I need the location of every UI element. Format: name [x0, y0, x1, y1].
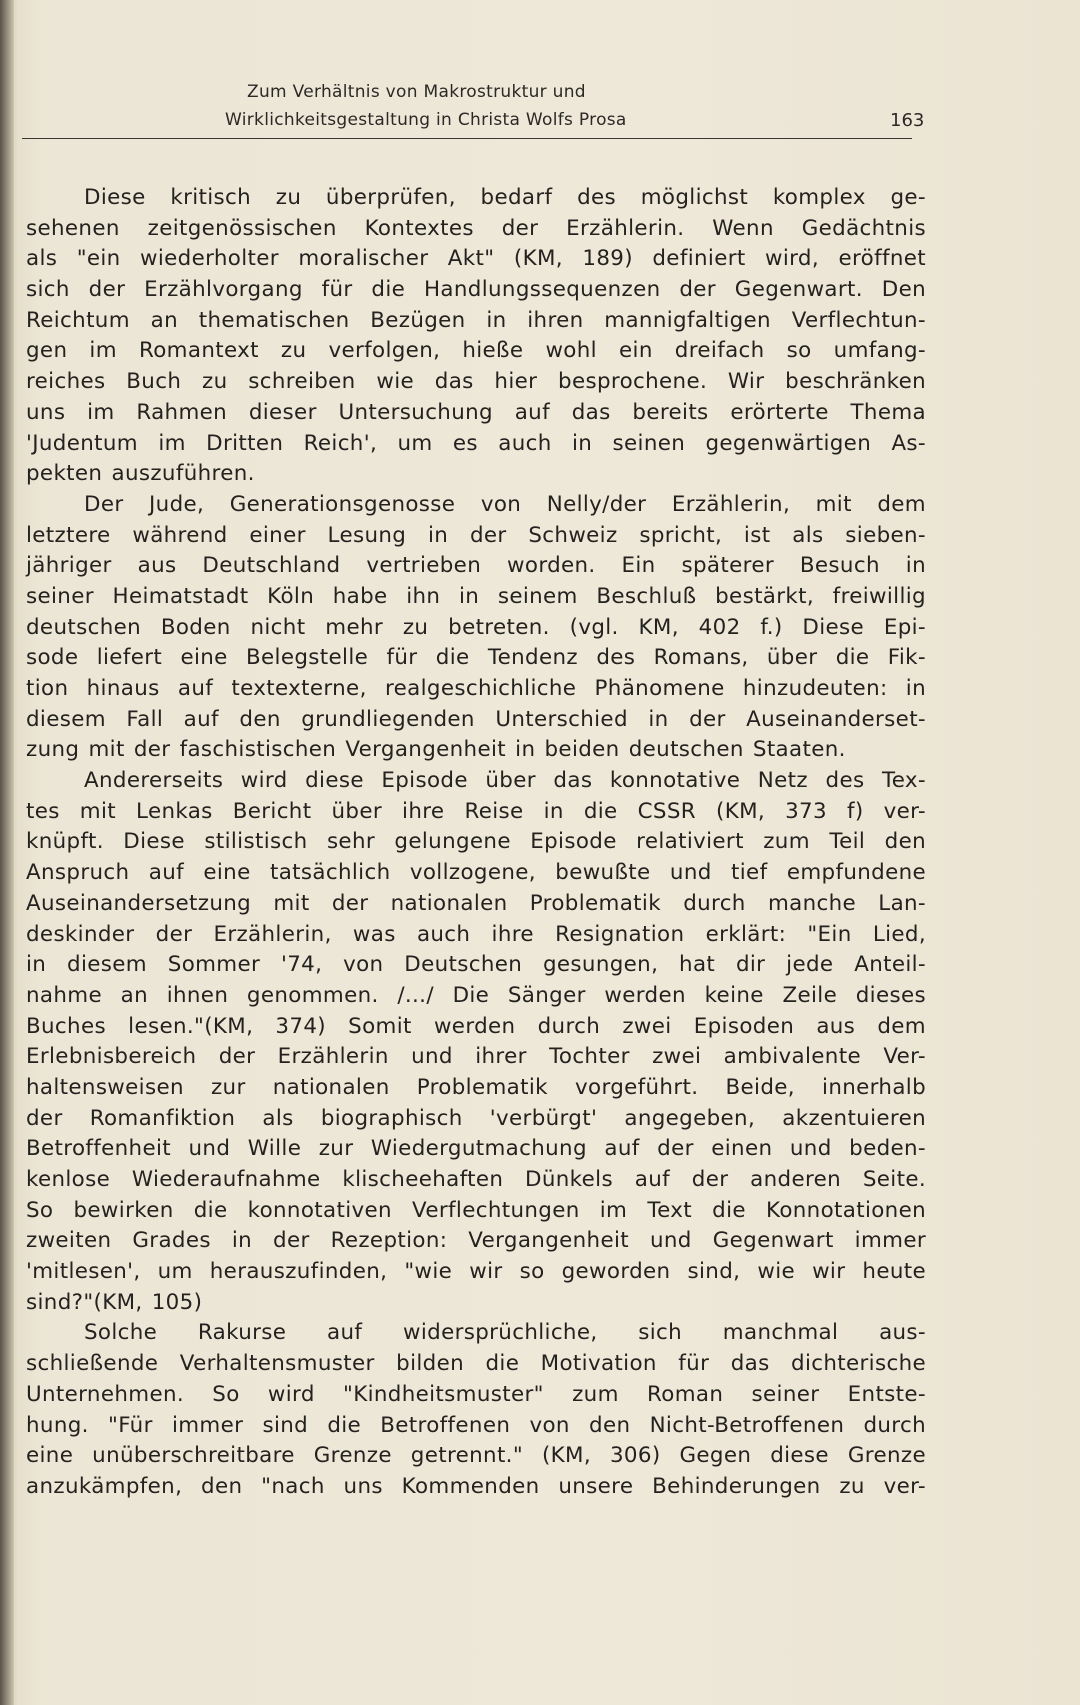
running-header-line-1: Zum Verhältnis von Makrostruktur und [247, 82, 586, 102]
text-line: Solche Rakurse auf widersprüchliche, sich manchmal aus- [84, 1320, 926, 1346]
text-line: reiches Buch zu schreiben wie das hier besprochene. Wir beschränken [26, 369, 926, 395]
text-line: letztere während einer Lesung in der Schweiz spricht, ist als sieben- [26, 522, 926, 548]
body-text [26, 183, 926, 1503]
text-line: diesem Fall auf den grundliegenden Unterschied in der Auseinanderset- [26, 706, 926, 732]
text-line: schließende Verhaltensmuster bilden die Motivation für das dichterische [26, 1351, 926, 1377]
text-line: Andererseits wird diese Episode über das konnotative Netz des Tex- [84, 768, 926, 794]
text-line: pekten auszuführen. [26, 461, 255, 487]
text-line: haltensweisen zur nationalen Problematik vorgeführt. Beide, innerhalb [26, 1074, 926, 1100]
text-line: jähriger aus Deutschland vertrieben worden. Ein späterer Besuch in [26, 553, 926, 579]
text-line: uns im Rahmen dieser Untersuchung auf das bereits erörterte Thema [26, 399, 926, 425]
running-header [225, 82, 925, 138]
text-line: in diesem Sommer '74, von Deutschen gesungen, hat dir jede Anteil- [26, 952, 926, 978]
book-gutter-shadow [0, 0, 14, 1705]
text-line: knüpft. Diese stilistisch sehr gelungene Episode relativiert zum Teil den [26, 829, 926, 855]
text-line: nahme an ihnen genommen. /.../ Die Sänger werden keine Zeile dieses [26, 982, 926, 1008]
text-line: So bewirken die konnotativen Verflechtungen im Text die Konnotationen [26, 1197, 926, 1223]
text-line: tes mit Lenkas Bericht über ihre Reise in die CSSR (KM, 373 f) ver- [26, 798, 926, 824]
text-line: tion hinaus auf textexterne, realgeschichliche Phänomene hinzudeuten: in [26, 676, 926, 701]
text-line: anzukämpfen, den "nach uns Kommenden unsere Behinderungen zu ver- [26, 1473, 926, 1499]
text-line: seiner Heimatstadt Köln habe ihn in seinem Beschluß bestärkt, freiwillig [26, 583, 926, 609]
text-line: sind?"(KM, 105) [26, 1289, 203, 1315]
text-line: als "ein wiederholter moralischer Akt" (KM, 189) definiert wird, eröffnet [26, 246, 926, 272]
text-line: zweiten Grades in der Rezeption: Vergangenheit und Gegenwart immer [26, 1228, 926, 1254]
text-line: gen im Romantext zu verfolgen, hieße wohl ein dreifach so umfang- [26, 338, 926, 364]
text-line: Unternehmen. So wird "Kindheitsmuster" zum Roman seiner Entste- [26, 1381, 926, 1407]
text-line: 'mitlesen', um herauszufinden, "wie wir so geworden sind, wie wir heute [26, 1259, 926, 1285]
text-line: sich der Erzählvorgang für die Handlungssequenzen der Gegenwart. Den [26, 277, 926, 303]
text-line: deskinder der Erzählerin, was auch ihre Resignation erklärt: "Ein Lied, [26, 921, 926, 947]
header-rule [22, 138, 912, 139]
text-line: zung mit der faschistischen Vergangenheit in beiden deutschen Staaten. [26, 737, 846, 763]
page-number: 163 [890, 110, 925, 131]
text-line: Anspruch auf eine tatsächlich vollzogene, bewußte und tief empfundene [26, 860, 926, 886]
text-line: hung. "Für immer sind die Betroffenen von den Nicht-Betroffenen durch [26, 1412, 926, 1438]
text-line: Erlebnisbereich der Erzählerin und ihrer Tochter zwei ambivalente Ver- [26, 1044, 926, 1070]
text-line: Betroffenheit und Wille zur Wiedergutmachung auf der einen und beden- [26, 1136, 926, 1162]
text-line: kenlose Wiederaufnahme klischeehaften Dünkels auf der anderen Seite. [26, 1167, 926, 1192]
text-line: Auseinandersetzung mit der nationalen Problematik durch manche Lan- [26, 890, 926, 916]
text-line: Reichtum an thematischen Bezügen in ihren mannigfaltigen Verflechtun- [26, 307, 926, 333]
text-line: sode liefert eine Belegstelle für die Tendenz des Romans, über die Fik- [26, 645, 926, 671]
text-line: eine unüberschreitbare Grenze getrennt." (KM, 306) Gegen diese Grenze [26, 1443, 926, 1469]
text-line: deutschen Boden nicht mehr zu betreten. (vgl. KM, 402 f.) Diese Epi- [26, 614, 926, 640]
text-line: sehenen zeitgenössischen Kontextes der Erzählerin. Wenn Gedächtnis [26, 215, 926, 241]
text-line: der Romanfiktion als biographisch 'verbürgt' angegeben, akzentuieren [26, 1105, 926, 1131]
text-line: 'Judentum im Dritten Reich', um es auch in seinen gegenwärtigen As- [26, 430, 926, 456]
running-header-line-2: Wirklichkeitsgestaltung in Christa Wolfs Prosa [225, 110, 627, 130]
text-line: Buches lesen."(KM, 374) Somit werden durch zwei Episoden aus dem [26, 1013, 926, 1039]
text-line: Diese kritisch zu überprüfen, bedarf des möglichst komplex ge- [84, 185, 926, 210]
text-line: Der Jude, Generationsgenosse von Nelly/der Erzählerin, mit dem [84, 491, 926, 517]
